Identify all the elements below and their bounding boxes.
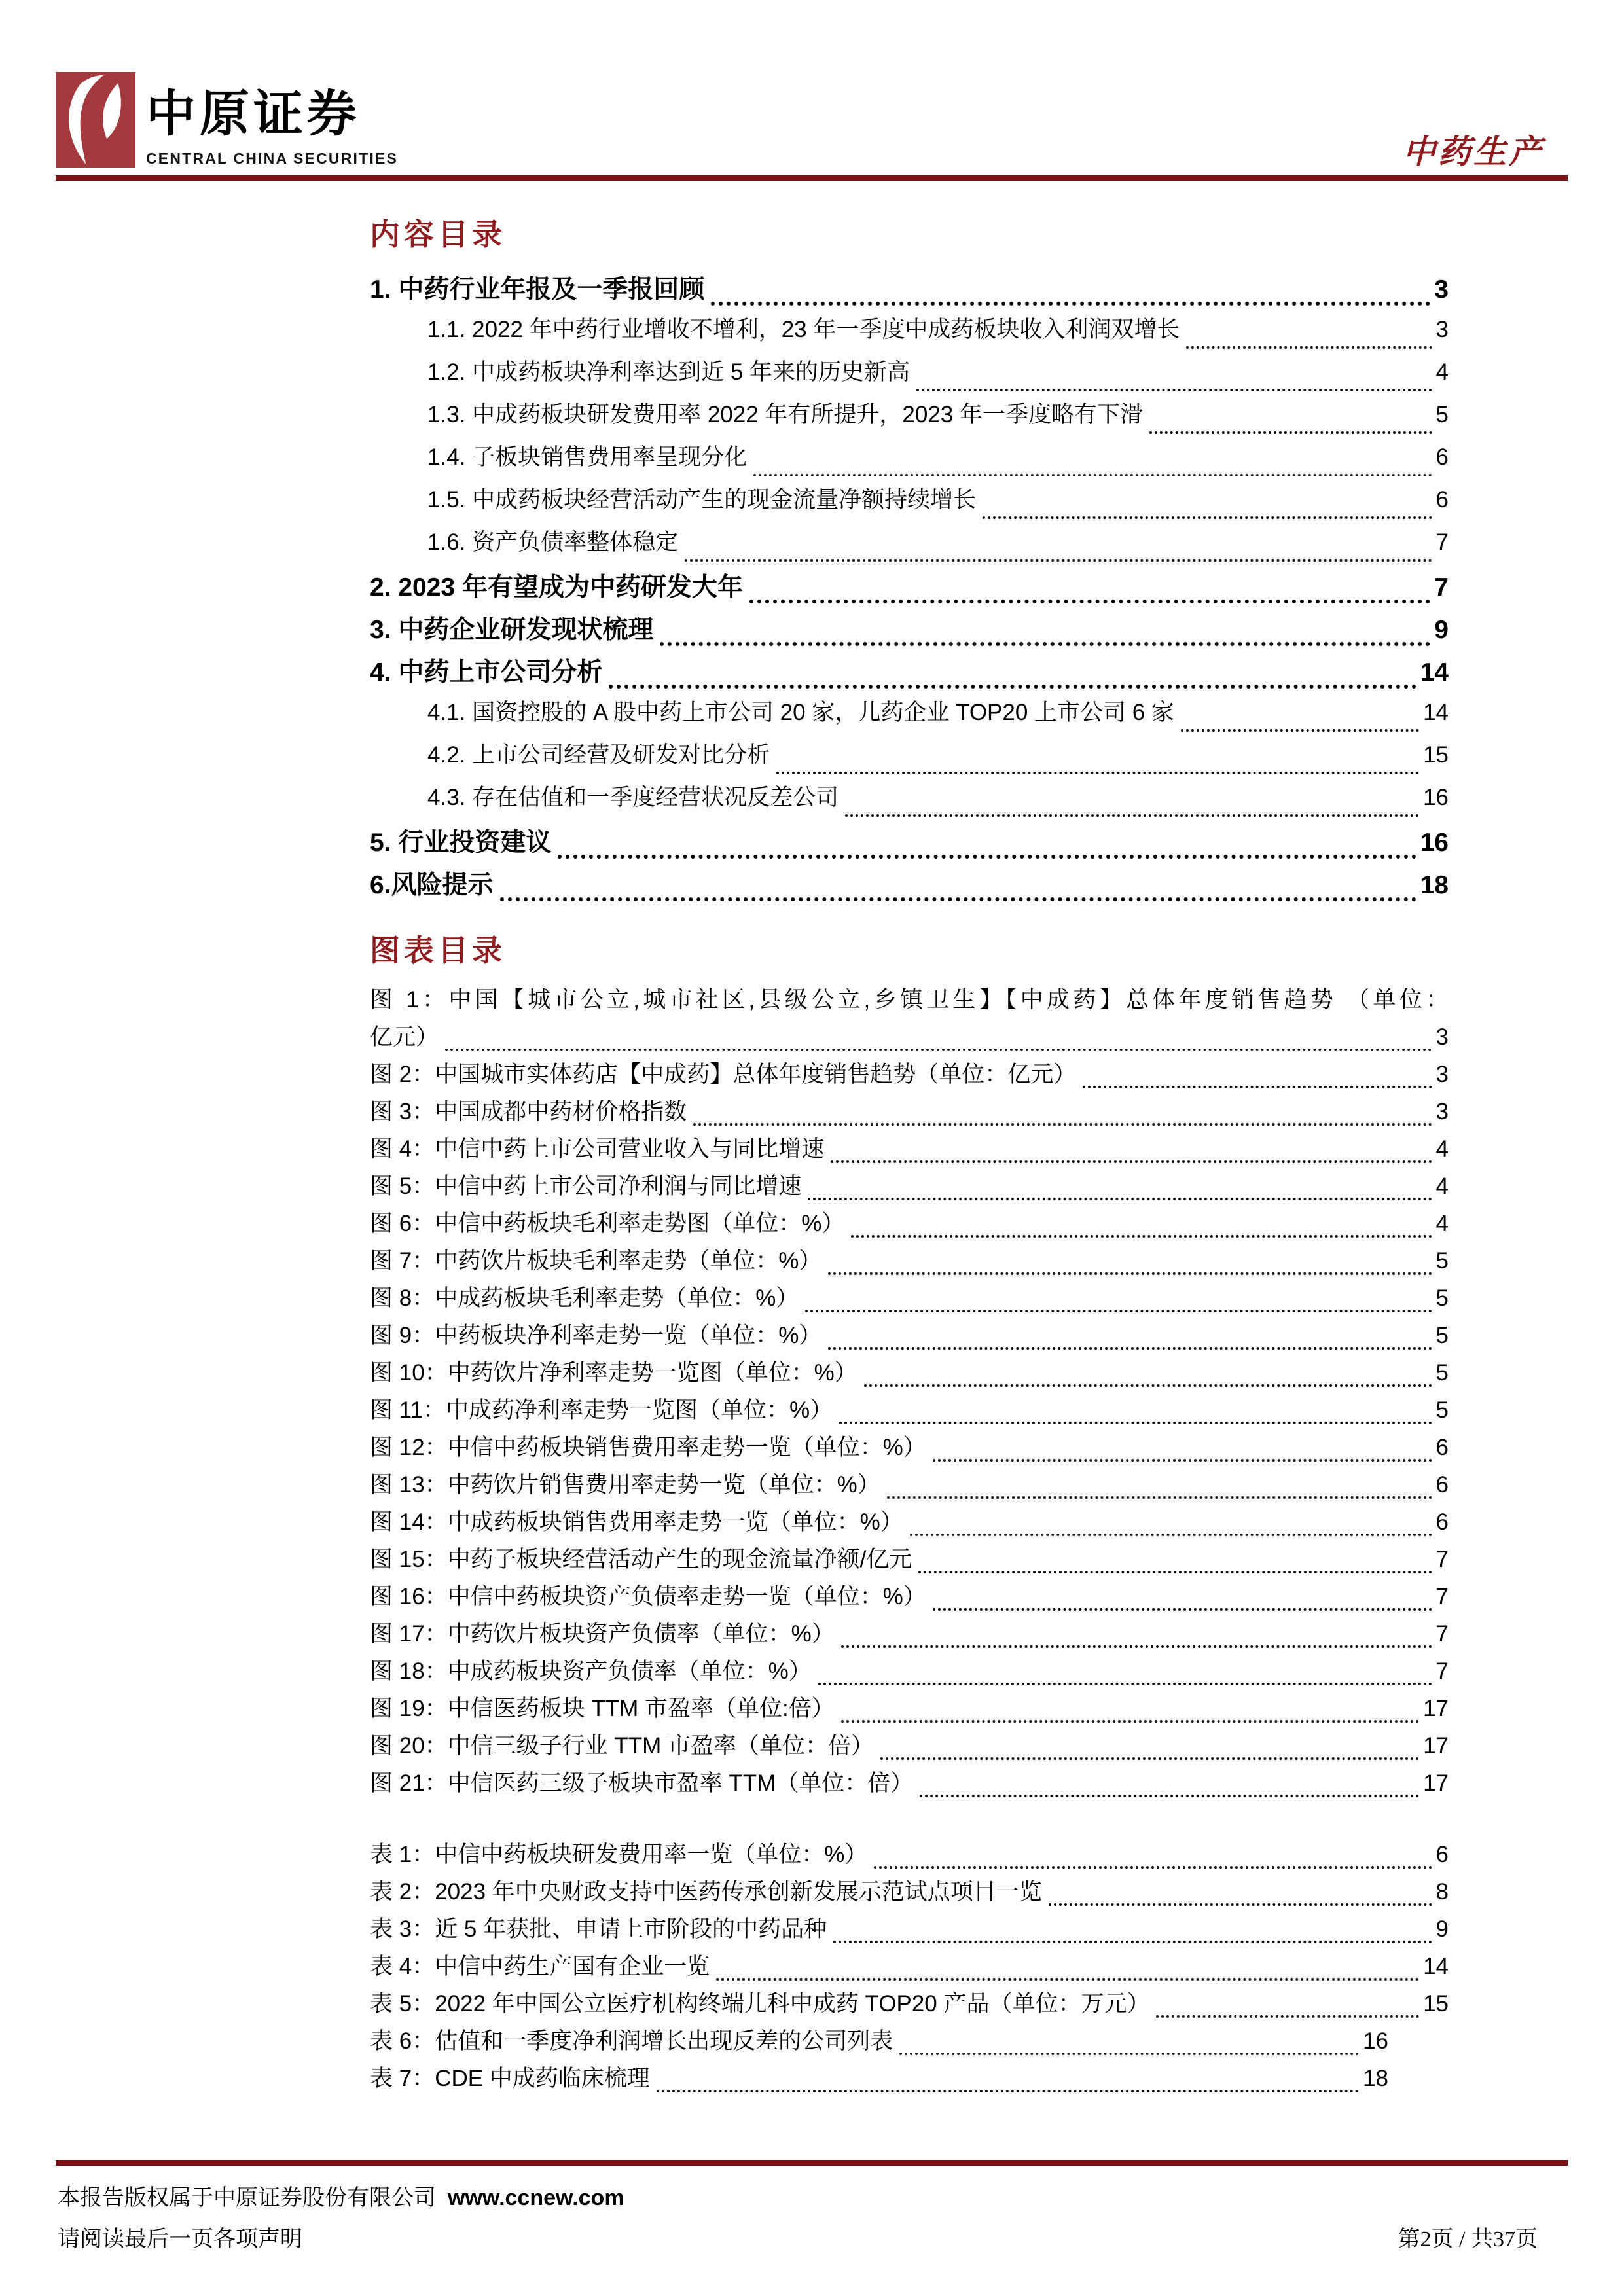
dotted-leader	[753, 474, 1432, 476]
figure-row[interactable]	[370, 1504, 1449, 1541]
figure-entry-label: 图 18：中成药板块资产负债率（单位：%）	[370, 1659, 812, 1685]
figure-page-number: 6	[1435, 1472, 1449, 1498]
figure-row[interactable]	[370, 1094, 1449, 1131]
toc-row[interactable]	[370, 312, 1449, 354]
figures-title: 图表目录	[370, 933, 506, 967]
toc-entry-label: 1.5. 中成药板块经营活动产生的现金流量净额持续增长	[427, 486, 977, 512]
header-rule	[56, 175, 1568, 181]
toc-row[interactable]	[370, 780, 1449, 822]
figure-entry-label: 图 3：中国成都中药材价格指数	[370, 1099, 687, 1125]
table-entry-label: 表 1：中信中药板块研发费用率一览（单位：%）	[370, 1842, 868, 1868]
toc-entry-label: 4.2. 上市公司经营及研发对比分析	[427, 742, 770, 768]
toc-entry-label: 4.1. 国资控股的 A 股中药上市公司 20 家，儿药企业 TOP20 上市公司 6 家	[427, 699, 1174, 725]
table-page-number: 8	[1435, 1879, 1449, 1905]
figure-row[interactable]	[370, 1467, 1449, 1504]
table-row[interactable]	[370, 1911, 1449, 1948]
figure-entry-label: 图 11：中成药净利率走势一览图（单位：%）	[370, 1397, 833, 1424]
toc-row[interactable]	[370, 609, 1449, 652]
figure-entry-label: 图 8：中成药板块毛利率走势（单位：%）	[370, 1285, 799, 1312]
toc-entry-label: 1.3. 中成药板块研发费用率 2022 年有所提升，2023 年一季度略有下滑	[427, 401, 1144, 427]
dotted-leader	[828, 1272, 1432, 1275]
figure-row[interactable]	[370, 1579, 1449, 1616]
figure-row[interactable]	[370, 1206, 1449, 1243]
toc-page-number: 15	[1423, 742, 1449, 768]
table-row[interactable]	[370, 1986, 1449, 2023]
toc-row[interactable]	[370, 439, 1449, 482]
table-row[interactable]	[370, 2060, 1449, 2098]
table-row[interactable]	[370, 1837, 1449, 1874]
toc-page-number: 4	[1435, 359, 1449, 385]
footer-disclaimer: 请阅读最后一页各项声明	[58, 2227, 302, 2251]
figure-entry-label: 图 19：中信医药板块 TTM 市盈率（单位:倍）	[370, 1696, 835, 1722]
footer-copyright: 本报告版权属于中原证券股份有限公司	[58, 2186, 436, 2210]
dotted-leader	[920, 1795, 1419, 1797]
toc-row[interactable]	[370, 567, 1449, 609]
figure-entry-label: 图 13：中药饮片销售费用率走势一览（单位：%）	[370, 1472, 880, 1498]
company-logo-icon	[56, 72, 135, 171]
figure-entry-label: 亿元）	[370, 1024, 439, 1050]
figure-page-number: 17	[1423, 1696, 1449, 1722]
toc-list	[370, 269, 1449, 907]
figure-page-number: 6	[1435, 1435, 1449, 1461]
toc-entry-label: 4.3. 存在估值和一季度经营状况反差公司	[427, 784, 839, 810]
figure-entry-label: 图 20：中信三级子行业 TTM 市盈率（单位：倍）	[370, 1733, 875, 1759]
dotted-leader	[685, 559, 1432, 562]
toc-page-number: 5	[1435, 401, 1449, 427]
figure-entry-label: 图 21：中信医药三级子板块市盈率 TTM（单位：倍）	[370, 1770, 914, 1797]
toc-page-number: 16	[1423, 784, 1449, 810]
dotted-leader	[500, 897, 1416, 901]
figure-row[interactable]	[370, 1765, 1449, 1803]
figure-page-number: 7	[1435, 1584, 1449, 1610]
toc-entry-label: 1.4. 子板块销售费用率呈现分化	[427, 444, 748, 470]
toc-entry-label: 2. 2023 年有望成为中药研发大年	[370, 573, 743, 601]
table-entry-label: 表 7：CDE 中成药临床梳理	[370, 2066, 650, 2092]
figure-entry-label: 图 9：中药板块净利率走势一览（单位：%）	[370, 1323, 822, 1349]
toc-row[interactable]	[370, 524, 1449, 567]
table-page-number: 14	[1423, 1954, 1449, 1980]
dotted-leader	[831, 1160, 1432, 1163]
dotted-leader	[880, 1757, 1419, 1760]
toc-page-number: 14	[1423, 699, 1449, 725]
toc-row[interactable]	[370, 737, 1449, 780]
figure-page-number: 7	[1435, 1621, 1449, 1647]
dotted-leader	[693, 1123, 1432, 1126]
dotted-leader	[716, 1978, 1419, 1981]
dotted-leader	[910, 1534, 1432, 1536]
figure-page-number: 5	[1435, 1397, 1449, 1424]
figure-row[interactable]	[370, 1131, 1449, 1168]
toc-row[interactable]	[370, 694, 1449, 737]
figure-row[interactable]	[370, 1019, 1449, 1056]
figure-row[interactable]	[370, 1691, 1449, 1728]
figure-row[interactable]	[370, 1541, 1449, 1579]
table-entry-label: 表 3：近 5 年获批、申请上市阶段的中药品种	[370, 1916, 827, 1943]
table-page-number: 9	[1435, 1916, 1449, 1943]
toc-row[interactable]	[370, 354, 1449, 397]
figure-row[interactable]	[370, 1653, 1449, 1691]
dotted-leader	[445, 1049, 1432, 1051]
figure-entry-label: 图 1：中国【城市公立,城市社区,县级公立,乡镇卫生】【中成药】总体年度销售趋势 （单位：	[370, 987, 1449, 1013]
figure-row[interactable]	[370, 1355, 1449, 1392]
tables-list	[370, 1837, 1449, 2098]
dotted-leader	[657, 2090, 1359, 2092]
dotted-leader	[845, 814, 1419, 817]
dotted-leader	[1083, 1086, 1432, 1088]
figure-page-number: 3	[1435, 1062, 1449, 1088]
figure-entry-label: 图 10：中药饮片净利率走势一览图（单位：%）	[370, 1360, 857, 1386]
figure-page-number: 4	[1435, 1211, 1449, 1237]
header-logo	[56, 72, 398, 171]
dotted-leader	[851, 1235, 1432, 1238]
table-page-number: 16	[1363, 2028, 1388, 2054]
table-page-number: 18	[1363, 2066, 1388, 2092]
figure-row[interactable]	[370, 1168, 1449, 1206]
table-row[interactable]	[370, 1948, 1449, 1986]
toc-row[interactable]	[370, 822, 1449, 865]
toc-entry-label: 6.风险提示	[370, 870, 494, 899]
figure-row[interactable]	[370, 1616, 1449, 1653]
dotted-leader	[933, 1459, 1432, 1462]
dotted-leader	[841, 1645, 1432, 1648]
table-entry-label: 表 2：2023 年中央财政支持中医药传承创新发展示范试点项目一览	[370, 1879, 1042, 1905]
table-entry-label: 表 5：2022 年中国公立医疗机构终端儿科中成药 TOP20 产品（单位：万元）	[370, 1991, 1150, 2017]
figure-entry-label: 图 4：中信中药上市公司营业收入与同比增速	[370, 1136, 825, 1162]
figure-page-number: 7	[1435, 1659, 1449, 1685]
toc-entry-label: 3. 中药企业研发现状梳理	[370, 615, 654, 644]
figure-page-number: 6	[1435, 1509, 1449, 1535]
figure-page-number: 5	[1435, 1360, 1449, 1386]
figure-page-number: 4	[1435, 1174, 1449, 1200]
footer-website-link[interactable]: www.ccnew.com	[448, 2185, 624, 2210]
content-column	[370, 219, 1449, 2098]
figure-page-number: 5	[1435, 1323, 1449, 1349]
toc-page-number: 9	[1434, 615, 1449, 644]
figure-row[interactable]	[370, 1429, 1449, 1467]
dotted-leader	[933, 1608, 1432, 1611]
dotted-leader	[874, 1866, 1432, 1869]
table-page-number: 6	[1435, 1842, 1449, 1868]
dotted-leader	[887, 1496, 1432, 1499]
dotted-leader	[1149, 431, 1432, 434]
toc-page-number: 16	[1420, 828, 1449, 857]
toc-entry-label: 1.2. 中成药板块净利率达到近 5 年来的历史新高	[427, 359, 911, 385]
table-entry-label: 表 6：估值和一季度净利润增长出现反差的公司列表	[370, 2028, 893, 2054]
toc-entry-label: 1.6. 资产负债率整体稳定	[427, 529, 679, 555]
dotted-leader	[1186, 346, 1432, 349]
toc-title: 内容目录	[370, 218, 506, 251]
toc-page-number: 18	[1420, 870, 1449, 899]
toc-row[interactable]	[370, 865, 1449, 907]
figure-entry-label: 图 2：中国城市实体药店【中成药】总体年度销售趋势（单位：亿元）	[370, 1062, 1077, 1088]
figure-row[interactable]	[370, 1056, 1449, 1094]
toc-page-number: 3	[1435, 316, 1449, 342]
toc-page-number: 14	[1420, 658, 1449, 687]
figure-page-number: 5	[1435, 1248, 1449, 1274]
figure-entry-label: 图 7：中药饮片板块毛利率走势（单位：%）	[370, 1248, 822, 1274]
dotted-leader	[1181, 729, 1419, 732]
figure-entry-label: 图 14：中成药板块销售费用率走势一览（单位：%）	[370, 1509, 903, 1535]
dotted-leader	[776, 772, 1419, 774]
figure-page-number: 4	[1435, 1136, 1449, 1162]
toc-page-number: 6	[1435, 444, 1449, 470]
figure-page-number: 17	[1423, 1733, 1449, 1759]
figures-list	[370, 982, 1449, 1803]
figure-row[interactable]	[370, 982, 1449, 1019]
footer-page-indicator: 第2页 / 共37页	[1398, 2227, 1538, 2251]
table-row[interactable]	[370, 2023, 1449, 2060]
dotted-leader	[609, 685, 1416, 689]
toc-entry-label: 1. 中药行业年报及一季报回顾	[370, 275, 705, 304]
figure-row[interactable]	[370, 1318, 1449, 1355]
dotted-leader	[711, 302, 1430, 306]
toc-page-number: 6	[1435, 486, 1449, 512]
dotted-leader	[828, 1347, 1432, 1350]
figure-entry-label: 图 17：中药饮片板块资产负债率（单位：%）	[370, 1621, 835, 1647]
toc-row[interactable]	[370, 482, 1449, 524]
table-entry-label: 表 4：中信中药生产国有企业一览	[370, 1954, 710, 1980]
dotted-leader	[899, 2053, 1359, 2055]
dotted-leader	[916, 389, 1432, 391]
dotted-leader	[805, 1310, 1432, 1312]
figure-row[interactable]	[370, 1728, 1449, 1765]
brand-name-en: CENTRAL CHINA SECURITIES	[146, 149, 399, 167]
footer-rule	[56, 2160, 1568, 2166]
figure-row[interactable]	[370, 1280, 1449, 1318]
toc-row[interactable]	[370, 397, 1449, 439]
dotted-leader	[818, 1683, 1432, 1685]
figure-entry-label: 图 12：中信中药板块销售费用率走势一览（单位：%）	[370, 1435, 926, 1461]
figure-page-number: 7	[1435, 1547, 1449, 1573]
figure-entry-label: 图 16：中信中药板块资产负债率走势一览（单位：%）	[370, 1584, 926, 1610]
figure-entry-label: 图 15：中药子板块经营活动产生的现金流量净额/亿元	[370, 1547, 912, 1573]
brand-name-cn: 中原证券	[146, 87, 361, 142]
figure-row[interactable]	[370, 1392, 1449, 1429]
dotted-leader	[660, 642, 1430, 646]
figure-page-number: 17	[1423, 1770, 1449, 1797]
figure-page-number: 3	[1435, 1099, 1449, 1125]
table-page-number: 15	[1423, 1991, 1449, 2017]
toc-page-number: 7	[1434, 573, 1449, 601]
dotted-leader	[749, 600, 1430, 603]
brand-text	[146, 72, 398, 168]
toc-entry-label: 1.1. 2022 年中药行业增收不增利，23 年一季度中成药板块收入利润双增长	[427, 316, 1180, 342]
toc-row[interactable]	[370, 652, 1449, 694]
dotted-leader	[918, 1571, 1432, 1573]
toc-page-number: 7	[1435, 529, 1449, 555]
figure-entry-label: 图 6：中信中药板块毛利率走势图（单位：%）	[370, 1211, 845, 1237]
footer-copyright-line	[58, 2179, 624, 2212]
toc-entry-label: 4. 中药上市公司分析	[370, 658, 603, 687]
dotted-leader	[1049, 1903, 1432, 1906]
figure-entry-label: 图 5：中信中药上市公司净利润与同比增速	[370, 1174, 802, 1200]
dotted-leader	[808, 1198, 1432, 1200]
dotted-leader	[841, 1720, 1419, 1723]
dotted-leader	[1156, 2015, 1419, 2018]
figure-row[interactable]	[370, 1243, 1449, 1280]
toc-row[interactable]	[370, 269, 1449, 312]
toc-entry-label: 5. 行业投资建议	[370, 828, 552, 857]
dotted-leader	[558, 855, 1416, 859]
figure-page-number: 3	[1435, 1024, 1449, 1050]
sector-label: 中药生产	[1403, 134, 1544, 170]
dotted-leader	[839, 1422, 1432, 1424]
figure-page-number: 5	[1435, 1285, 1449, 1312]
dotted-leader	[983, 516, 1432, 519]
table-row[interactable]	[370, 1874, 1449, 1911]
toc-page-number: 3	[1434, 275, 1449, 304]
dotted-leader	[833, 1941, 1432, 1943]
dotted-leader	[864, 1384, 1432, 1387]
